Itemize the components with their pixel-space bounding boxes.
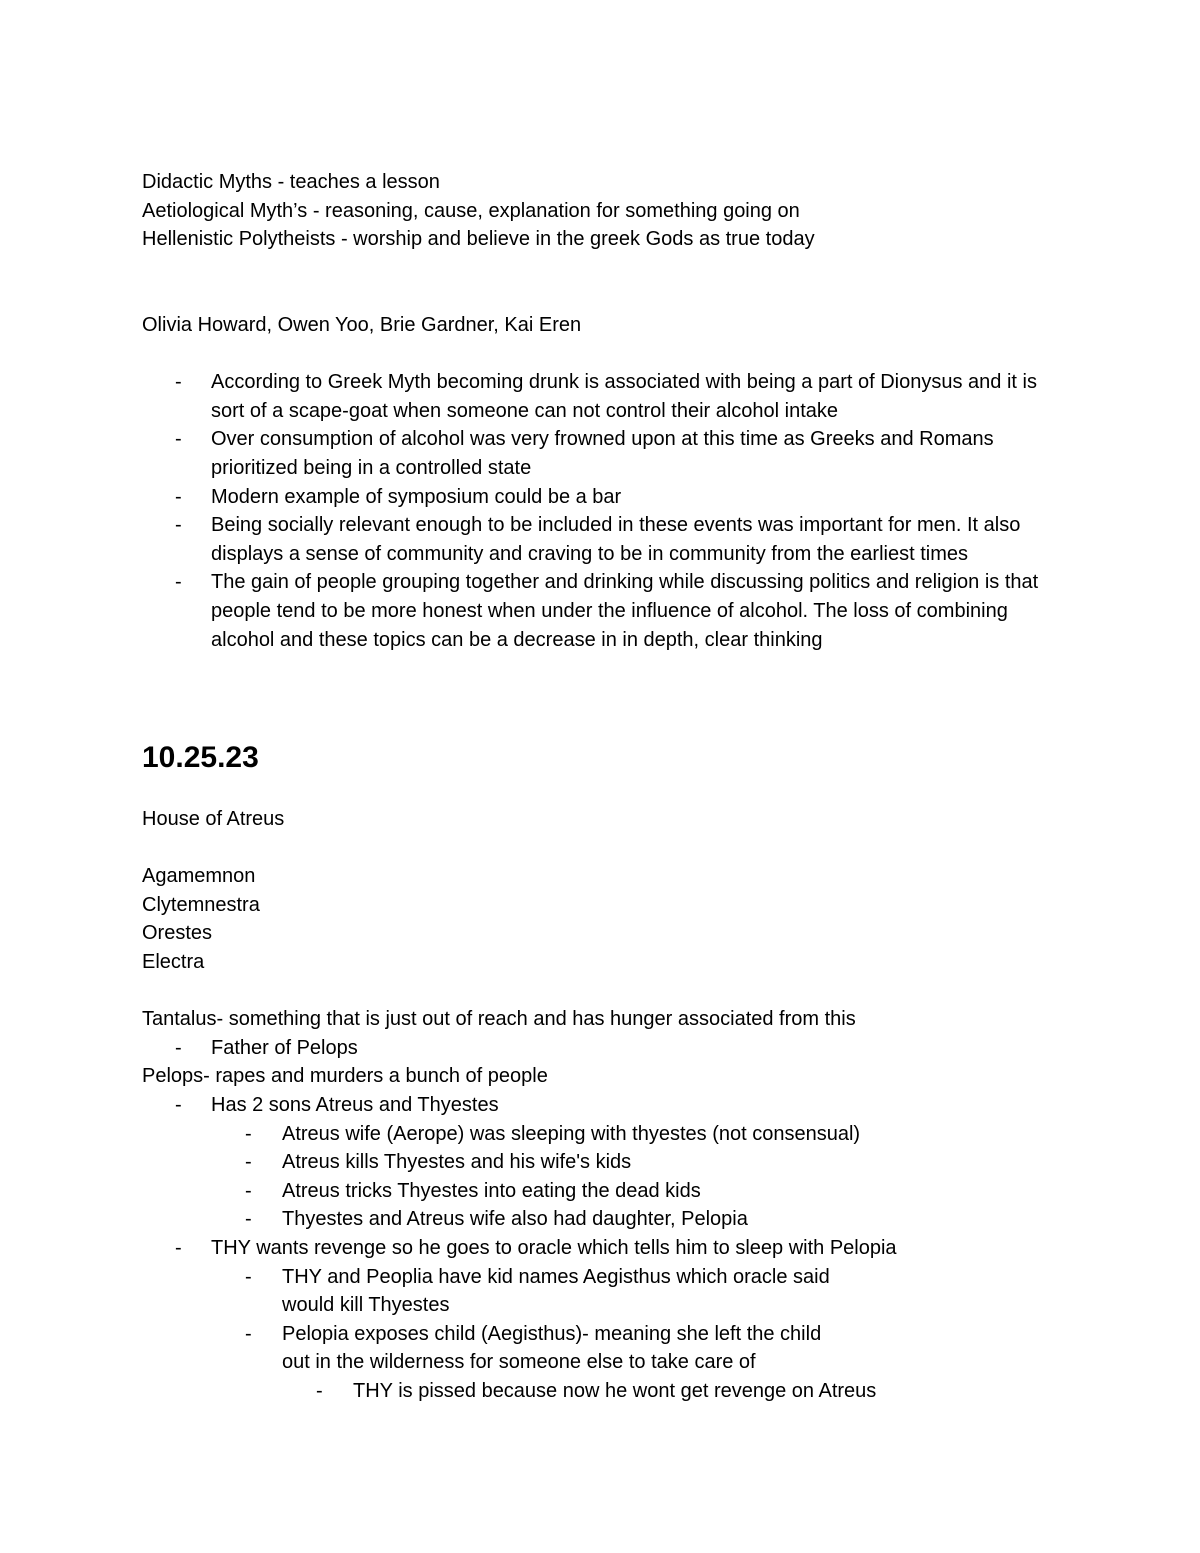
bullet-dash: - (245, 1322, 252, 1345)
list-item: - Thyestes and Atreus wife also had daughter, Pelopia (142, 1205, 1082, 1234)
notes-top-section (142, 168, 1082, 654)
character-name: Agamemnon (142, 865, 256, 888)
definition-didactic: Didactic Myths - teaches a lesson (142, 171, 440, 193)
house-of-atreus-section (142, 805, 1082, 1405)
definition-hellenistic: Hellenistic Polytheists - worship and believe in the greek Gods as true today (142, 228, 815, 251)
list-item: - Atreus kills Thyestes and his wife's kids (142, 1148, 1082, 1177)
bullet-dash: - (245, 1208, 252, 1231)
group-notes-list (142, 368, 1082, 654)
definition-aetiological: Aetiological Myth’s - reasoning, cause, explanation for something going on (142, 199, 800, 222)
list-item: - THY and Peoplia have kid names Aegisthus which oracle said would kill Thyestes (142, 1263, 842, 1320)
bullet-dash: - (245, 1122, 252, 1145)
bullet-dash: - (245, 1151, 252, 1174)
bullet-dash: - (175, 1236, 182, 1259)
list-item: - Modern example of symposium could be a bar (142, 483, 1071, 512)
character-name: Orestes (142, 922, 213, 945)
tantalus-line: Tantalus- something that is just out of reach and has hunger associated from this (142, 1008, 856, 1031)
list-item: - Has 2 sons Atreus and Thyestes (142, 1091, 1082, 1120)
list-item: - THY wants revenge so he goes to oracle which tells him to sleep with Pelopia (142, 1234, 1082, 1263)
character-name: Clytemnestra (142, 893, 260, 916)
bullet-dash: - (175, 371, 182, 394)
list-item: - The gain of people grouping together and drinking while discussing politics and religion is that people tend to be more honest when under the influence of alcohol. The loss of combining alcohol and these topics can be a decrease in in depth, clear thinking (142, 568, 1071, 654)
pelops-line: Pelops- rapes and murders a bunch of people (142, 1065, 548, 1088)
bullet-dash: - (316, 1379, 323, 1402)
topic-title: House of Atreus (142, 808, 285, 830)
list-item: - Over consumption of alcohol was very frowned upon at this time as Greeks and Romans prioritized being in a controlled state (142, 425, 1071, 482)
group-names: Olivia Howard, Owen Yoo, Brie Gardner, Kai Eren (142, 313, 582, 336)
pelops-list (142, 1091, 1082, 1406)
bullet-dash: - (175, 428, 182, 451)
list-item: - THY is pissed because now he wont get revenge on Atreus (142, 1377, 1082, 1406)
bullet-dash: - (245, 1265, 252, 1288)
list-item: - According to Greek Myth becoming drunk is associated with being a part of Dionysus and it is sort of a scape-goat when someone can not control their alcohol intake (142, 368, 1071, 425)
list-item: - Atreus tricks Thyestes into eating the dead kids (142, 1177, 1082, 1206)
list-item: - Atreus wife (Aerope) was sleeping with thyestes (not consensual) (142, 1120, 1082, 1149)
list-item: - Father of Pelops (142, 1034, 1082, 1063)
bullet-dash: - (175, 1093, 182, 1116)
list-item: - Being socially relevant enough to be included in these events was important for men. It also displays a sense of community and craving to be in community from the earliest times (142, 511, 1071, 568)
list-item: - Pelopia exposes child (Aegisthus)- meaning she left the child out in the wilderness for someone else to take care of (142, 1320, 842, 1377)
bullet-dash: - (175, 571, 182, 594)
character-name: Electra (142, 950, 205, 973)
date-heading: 10.25.23 (142, 741, 259, 774)
bullet-dash: - (175, 485, 182, 508)
bullet-dash: - (245, 1179, 252, 1202)
bullet-dash: - (175, 1036, 182, 1059)
bullet-dash: - (175, 514, 182, 537)
tantalus-list (142, 1034, 1082, 1063)
